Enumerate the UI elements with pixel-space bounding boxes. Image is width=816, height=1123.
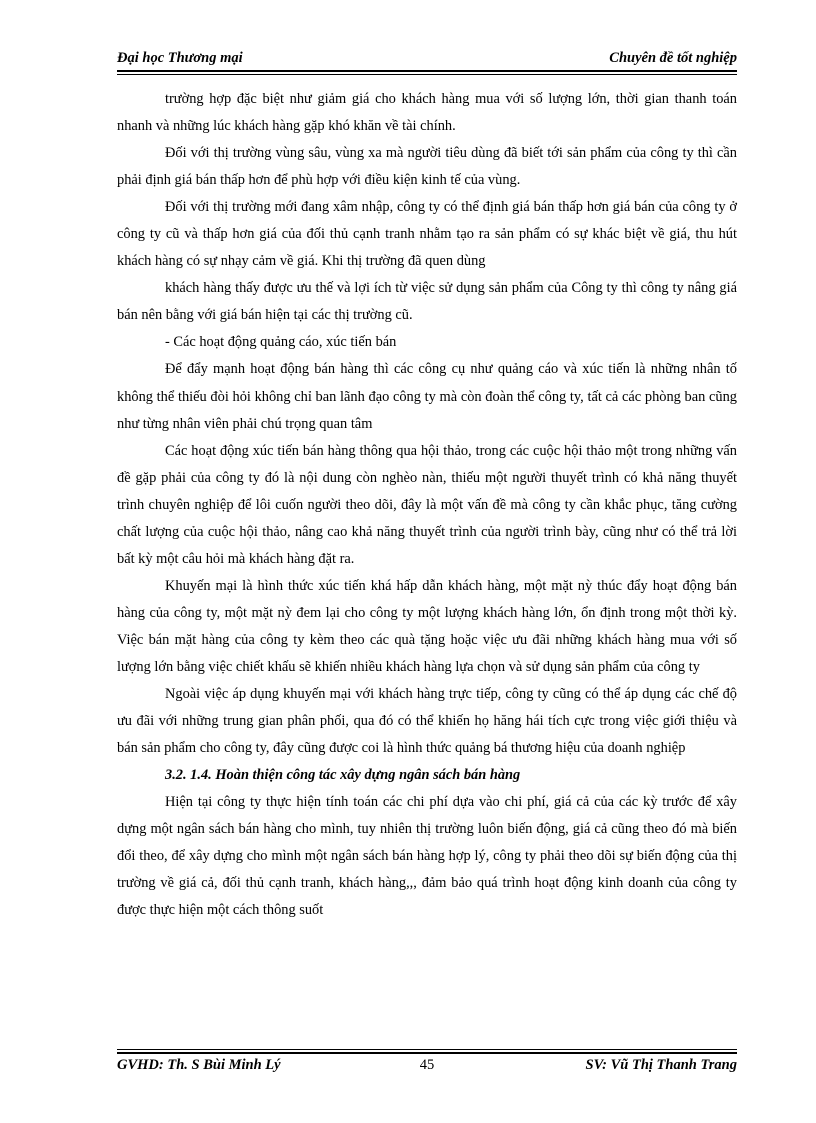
paragraph: Ngoài việc áp dụng khuyến mại với khách hàng trực tiếp, công ty cũng có thể áp dụng các chế độ ưu đãi với những trung gian phân phối, qua đó có thể khiến họ hăng hái tích cực trong việc giới thiệu và bán sản phẩm cho công ty, đây cũng được coi là hình thức quảng bá thương hiệu của doanh nghiệp xyxy=(117,686,737,757)
paragraph: Để đẩy mạnh hoạt động bán hàng thì các công cụ như quảng cáo và xúc tiến là những nhân tố không thể thiếu đòi hỏi không chỉ ban lãnh đạo công ty mà còn đoàn thể công ty, tất cả các phòng ban cũng như từng nhân viên phải chú trọng quan tâm xyxy=(117,361,737,432)
paragraph: khách hàng thấy được ưu thế và lợi ích từ việc sử dụng sản phẩm của Công ty thì công ty nâng giá bán nên bằng với giá bán hiện tại các thị trường cũ. xyxy=(117,280,737,324)
footer-rule-thick xyxy=(117,1052,737,1054)
page-header xyxy=(117,50,737,68)
document-body xyxy=(117,86,737,924)
paragraph: Các hoạt động xúc tiến bán hàng thông qua hội thảo, trong các cuộc hội thảo một trong những vấn đề gặp phải của công ty đó là nội dung còn nghèo nàn, thiếu một người thuyết trình có khả năng thuyết trình chuyên nghiệp để lôi cuốn người theo dõi, đây là một vấn đề mà công ty cần khắc phục, tăng cường chất lượng của cuộc hội thảo, nâng cao khả năng thuyết trình của người trình bày, cũng như có thể trả lời bất kỳ một câu hỏi mà khách hàng đặt ra. xyxy=(117,442,737,567)
section-heading: 3.2. 1.4. Hoàn thiện công tác xây dựng ngân sách bán hàng xyxy=(165,767,521,784)
footer-supervisor: GVHD: Th. S Bùi Minh Lý xyxy=(117,1057,281,1073)
paragraph: Đối với thị trường mới đang xâm nhập, công ty có thể định giá bán thấp hơn giá bán của công ty ở công ty cũ và thấp hơn giá của đối thủ cạnh tranh nhằm tạo ra sản phẩm có sự khác biệt về giá, thu hút khách hàng có sự nhạy cảm về giá. Khi thị trường đã quen dùng xyxy=(117,199,737,270)
paragraph: - Các hoạt động quảng cáo, xúc tiến bán xyxy=(165,334,397,351)
header-rule-thick xyxy=(117,70,737,72)
footer-rule-thin xyxy=(117,1049,737,1050)
paragraph: Hiện tại công ty thực hiện tính toán các chi phí dựa vào chi phí, giá cả của các kỳ trước để xây dựng một ngân sách bán hàng cho mình, tuy nhiên thị trường luôn biến động, giá cả cũng theo đó mà biến đổi theo, để xây dựng cho mình một ngân sách bán hàng hợp lý, công ty phải theo dõi sự biến động của thị trường về giá cả, đối thủ cạnh tranh, khách hàng,,, đảm bảo quá trình hoạt động kinh doanh của công ty được thực hiện một cách thông suốt xyxy=(117,794,737,919)
header-rule-thin xyxy=(117,74,737,75)
header-university: Đại học Thương mại xyxy=(117,50,243,66)
paragraph: Đối với thị trường vùng sâu, vùng xa mà người tiêu dùng đã biết tới sản phẩm của công ty thì cần phải định giá bán thấp hơn để phù hợp với điều kiện kinh tế của vùng. xyxy=(117,145,737,189)
page-footer xyxy=(117,1057,737,1077)
header-document-type: Chuyên đề tốt nghiệp xyxy=(609,50,737,66)
paragraph: Khuyến mại là hình thức xúc tiến khá hấp dẫn khách hàng, một mặt nỳ thúc đẩy hoạt động bán hàng của công ty, một mặt nỳ đem lại cho công ty một lượng khách hàng lớn, ổn định trong một thời kỳ. Việc bán mặt hàng của công ty kèm theo các quà tặng hoặc việc ưu đãi những khách hàng mua với số lượng lớn bằng việc chiết khấu sẽ khiến nhiều khách hàng lựa chọn và sử dụng sản phẩm của công ty xyxy=(117,577,737,675)
footer-student: SV: Vũ Thị Thanh Trang xyxy=(585,1057,737,1073)
paragraph: trường hợp đặc biệt như giảm giá cho khách hàng mua với số lượng lớn, thời gian thanh toán nhanh và những lúc khách hàng gặp khó khăn về tài chính. xyxy=(117,91,737,135)
page-number: 45 xyxy=(419,1057,435,1073)
